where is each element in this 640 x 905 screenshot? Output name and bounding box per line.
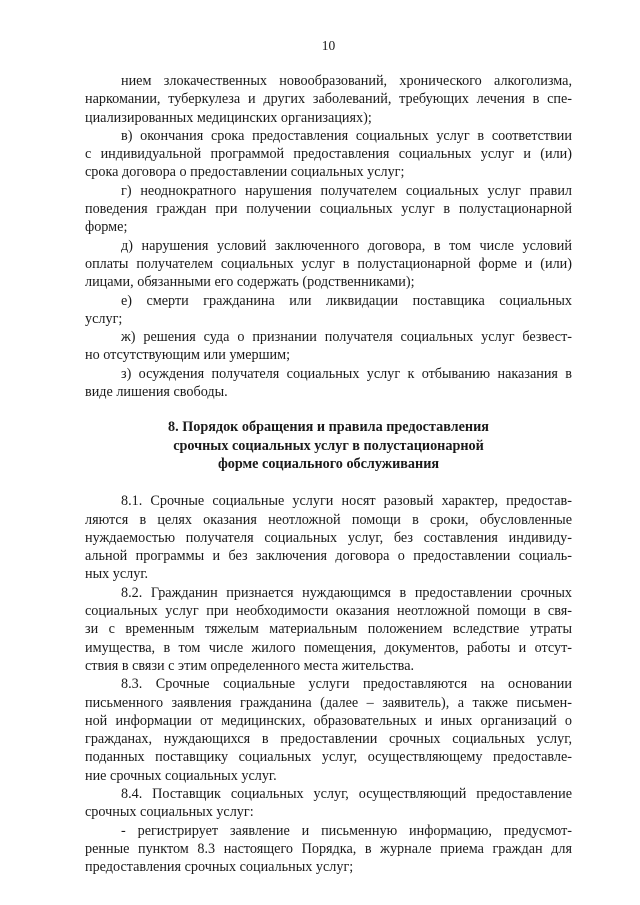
text-line: наркомании, туберкулеза и других заболеваний, требующих лечения в спе-: [85, 91, 572, 108]
paragraph: [85, 72, 572, 127]
text-line: срочных социальных услуг:: [85, 804, 254, 821]
text-line: е) смерти гражданина или ликвидации поставщика социальных: [121, 292, 572, 309]
document-body: [85, 72, 572, 876]
text-line: ж) решения суда о признании получателя социальных услуг безвест-: [121, 329, 572, 346]
text-line: 8.4. Поставщик социальных услуг, осуществляющий предоставление: [121, 785, 572, 802]
text-line: поведения граждан при получении социальных услуг в полустационарной: [85, 201, 572, 218]
paragraph: [85, 328, 572, 365]
text-line: ных услуг.: [85, 566, 149, 583]
text-line: в) окончания срока предоставления социальных услуг в соответствии: [121, 127, 572, 144]
paragraph: [85, 127, 572, 182]
text-line: предоставления срочных социальных услуг;: [85, 859, 354, 876]
text-line: циализированных медицинских организациях);: [85, 109, 372, 126]
text-line: 8.3. Срочные социальные услуги предоставляются на основании: [121, 676, 572, 693]
text-line: оплаты получателем социальных услуг в полустационарной форме и (или): [85, 255, 572, 272]
heading-line: 8. Порядок обращения и правила предоставления: [168, 419, 489, 436]
text-line: поданных поставщику социальных услуг, осуществляющему предоставле-: [85, 749, 572, 766]
text-line: д) нарушения условий заключенного договора, в том числе условий: [121, 237, 572, 254]
text-line: ствия в связи с этим определенного места жительства.: [85, 657, 415, 674]
text-line: 8.1. Срочные социальные услуги носят разовый характер, предостав-: [121, 493, 572, 510]
paragraph: [85, 182, 572, 237]
text-line: нием злокачественных новообразований, хронического алкоголизма,: [121, 73, 572, 89]
text-line: письменного заявления гражданина (далее – заявитель), а также письмен-: [85, 694, 572, 711]
text-line: ной информации от медицинских, образовательных и иных организаций о: [85, 712, 572, 729]
text-line: г) неоднократного нарушения получателем социальных услуг правил: [121, 182, 572, 199]
text-line: услуг;: [85, 310, 123, 327]
text-line: срока договора о предоставлении социальных услуг;: [85, 164, 405, 181]
section-heading: [85, 418, 572, 473]
text-line: нуждаемостью получателя социальных услуг, без составления индивиду-: [85, 529, 572, 546]
text-line: з) осуждения получателя социальных услуг к отбыванию наказания в: [121, 365, 572, 382]
text-line: но отсутствующим или умершим;: [85, 347, 291, 364]
text-line: ляются в целях оказания неотложной помощи в сроки, обусловленные: [85, 511, 572, 528]
text-line: зи с временным тяжелым материальным положением вследствие утраты: [85, 621, 572, 638]
paragraph: [85, 492, 572, 583]
text-line: виде лишения свободы.: [85, 384, 228, 401]
paragraph: [85, 292, 572, 329]
document-page: [85, 0, 572, 905]
paragraph: [85, 237, 572, 292]
text-line: имущества, в том числе жилого помещения, документов, работы и отсут-: [85, 639, 572, 656]
text-line: социальных услуг при необходимости оказания неотложной помощи в свя-: [85, 603, 572, 620]
text-line: форме;: [85, 219, 128, 236]
text-line: альной программы и без заключения договора о предоставлении социаль-: [85, 548, 572, 565]
paragraph: [85, 675, 572, 785]
page-number: 10: [321, 38, 336, 53]
text-line: лицами, обязанными его содержать (родственниками);: [85, 274, 415, 291]
paragraph: [85, 365, 572, 402]
text-line: ние срочных социальных услуг.: [85, 767, 277, 784]
text-line: гражданах, нуждающихся в предоставлении срочных социальных услуг,: [85, 731, 572, 748]
text-line: с индивидуальной программой предоставления социальных услуг и (или): [85, 146, 572, 163]
text-line: 8.2. Гражданин признается нуждающимся в предоставлении срочных: [121, 584, 572, 601]
text-line: ренные пунктом 8.3 настоящего Порядка, в журнале приема граждан для: [85, 840, 572, 857]
paragraph: [85, 822, 572, 877]
paragraph: [85, 584, 572, 675]
text-line: - регистрирует заявление и письменную информацию, предусмот-: [121, 822, 572, 839]
paragraph: [85, 785, 572, 822]
heading-line: форме социального обслуживания: [217, 455, 440, 472]
heading-line: срочных социальных услуг в полустационарной: [173, 437, 484, 454]
